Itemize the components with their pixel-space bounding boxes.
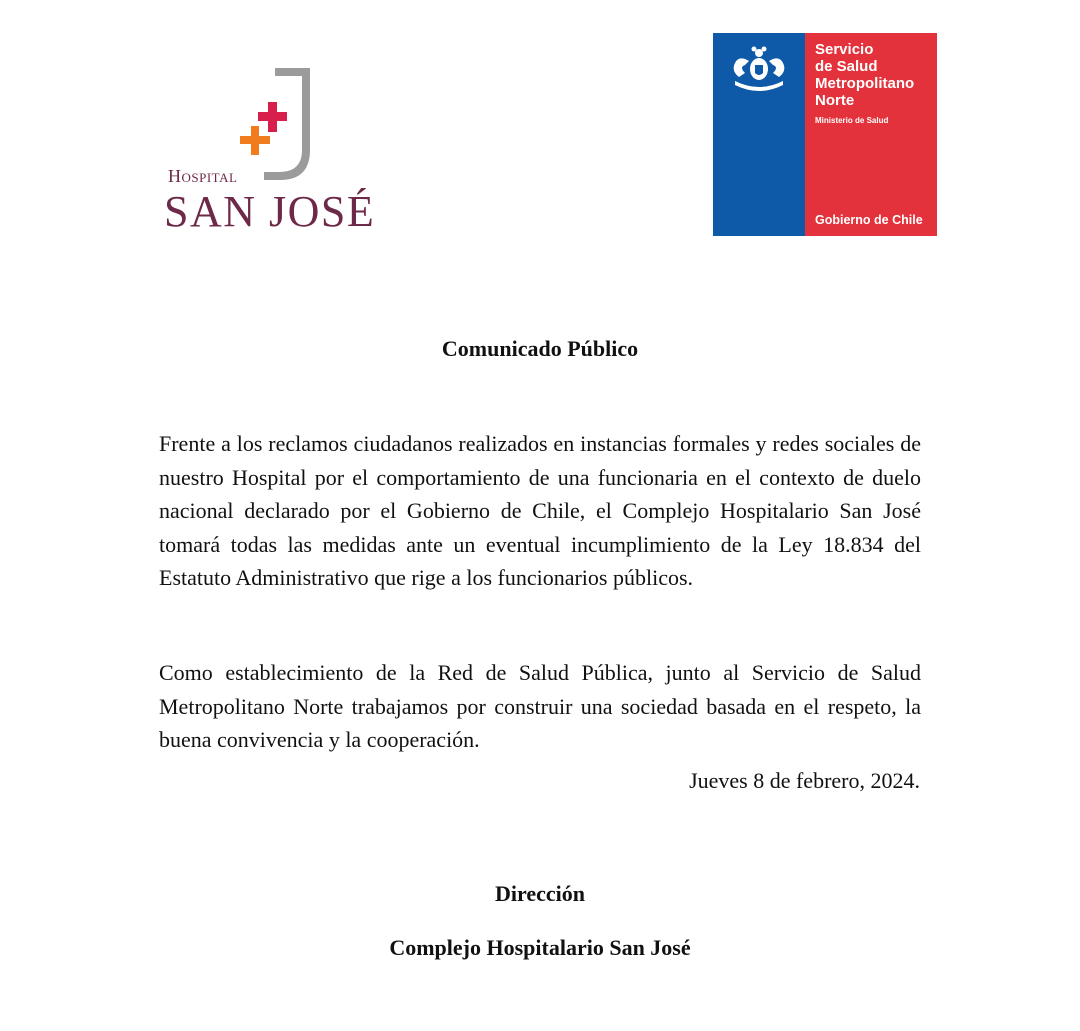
ssmn-name-line: de Salud	[815, 58, 878, 75]
government-label: Gobierno de Chile	[815, 213, 923, 227]
hospital-name: SAN JOSÉ	[164, 187, 376, 236]
document-title: Comunicado Público	[441, 336, 639, 361]
ssmn-name-line: Servicio	[815, 41, 874, 58]
hospital-san-jose-logo	[160, 62, 375, 242]
document-date: Jueves 8 de febrero, 2024.	[689, 768, 920, 793]
ssmn-name-line: Metropolitano	[815, 75, 915, 92]
ministry-label: Ministerio de Salud	[815, 116, 889, 125]
ssmn-name-line: Norte	[815, 92, 855, 109]
ssmn-name	[815, 41, 935, 109]
ssmn-logo	[713, 33, 937, 236]
chile-coat-of-arms-icon	[723, 43, 795, 95]
signature-organization: Complejo Hospitalario San José	[389, 935, 691, 960]
hospital-label: Hospital	[168, 166, 238, 186]
signature-title: Dirección	[494, 881, 585, 906]
body-paragraph: Frente a los reclamos ciudadanos realizados en instancias formales y redes sociales de nuestro Hospital por el comportamiento de una funcionaria en el contexto de duelo nacional declarado por el Gobierno de Chile, el Complejo Hospitalario San José tomará todas las medidas ante un eventual incumplimiento de la Ley 18.834 del Estatuto Administrativo que rige a los funcionarios públicos.	[159, 431, 921, 590]
body-paragraph: Como establecimiento de la Red de Salud Pública, junto al Servicio de Salud Metropolitano Norte trabajamos por construir una sociedad basada en el respeto, la buena convivencia y la cooperación.	[159, 660, 921, 752]
